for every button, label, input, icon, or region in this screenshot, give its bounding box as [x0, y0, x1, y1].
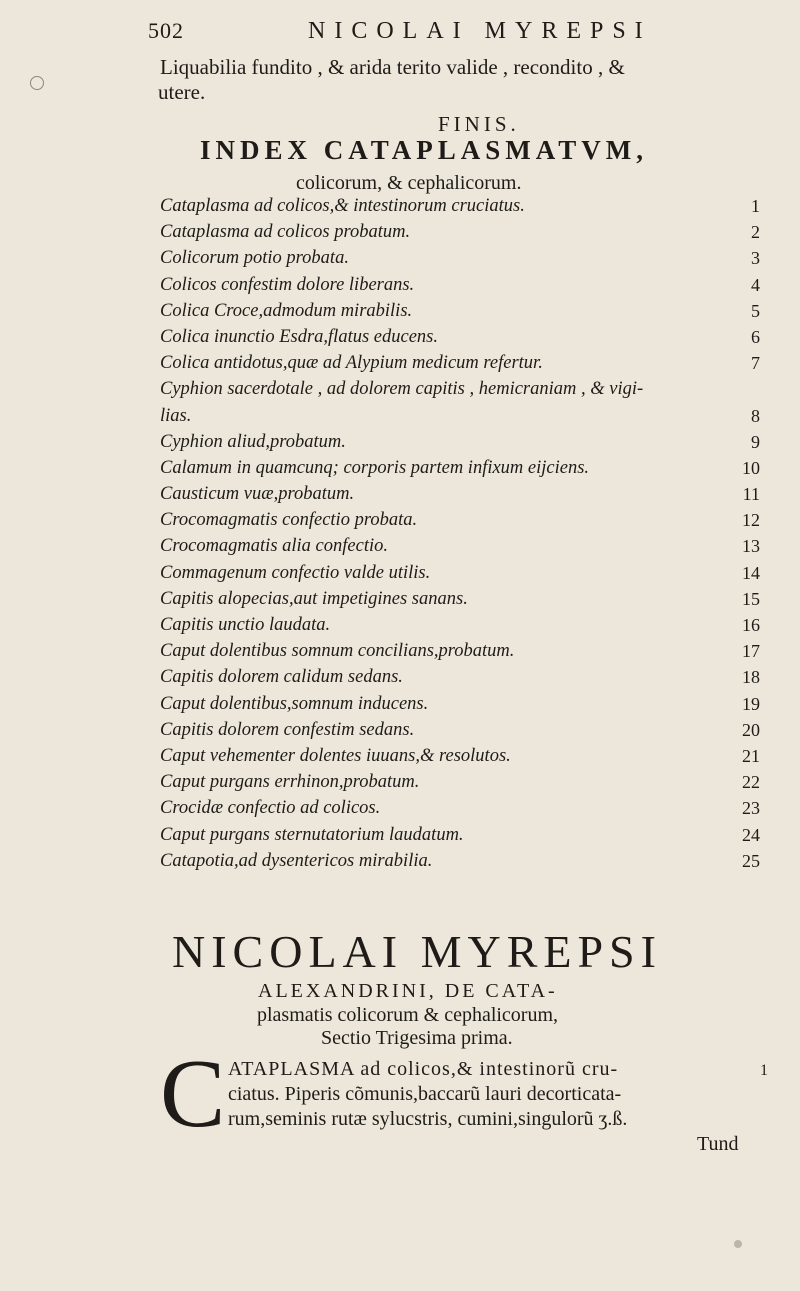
index-entry — [160, 615, 760, 641]
entry-text: Crocomagmatis alia confectio. — [160, 536, 388, 557]
index-entry — [160, 720, 760, 746]
index-entry — [160, 772, 760, 798]
entry-number: 25 — [742, 850, 760, 871]
catchword: Tund — [697, 1133, 739, 1155]
margin-ornament — [30, 76, 44, 90]
entry-text: Caput purgans errhinon,probatum. — [160, 772, 420, 793]
finis-label: FINIS. — [438, 112, 520, 136]
entry-text: lias. — [160, 405, 192, 426]
entry-text: Capitis dolorem confestim sedans. — [160, 719, 415, 740]
paragraph-line-3: rum,seminis rutæ sylucstris, cumini,singulorũ ʒ.ß. — [228, 1108, 628, 1130]
entry-text: Cataplasma ad colicos probatum. — [160, 222, 411, 243]
index-entry — [160, 327, 760, 353]
entry-text: Capitis alopecias,aut impetigines sanans. — [160, 588, 468, 609]
entry-text: Causticum vuæ,probatum. — [160, 484, 355, 505]
entry-number: 1 — [751, 196, 760, 216]
index-entry — [160, 667, 760, 693]
entry-text: Caput purgans sternutatorium laudatum. — [160, 824, 464, 845]
entry-number: 9 — [751, 431, 760, 452]
entry-number: 3 — [751, 248, 760, 269]
index-entry — [160, 589, 760, 615]
entry-number: 14 — [742, 562, 760, 583]
entry-text: Crocidæ confectio ad colicos. — [160, 798, 381, 819]
entry-text: Cyphion aliud,probatum. — [160, 431, 346, 452]
entry-text: Caput dolentibus somnum concilians,probatum. — [160, 641, 515, 662]
entry-number: 21 — [742, 745, 760, 766]
index-entry — [160, 641, 760, 667]
entry-text: Colicorum potio probata. — [160, 248, 349, 269]
index-entry — [160, 825, 760, 851]
entry-number: 12 — [742, 510, 760, 531]
drop-cap: C — [160, 1040, 226, 1148]
entry-text: Colicos confestim dolore liberans. — [160, 274, 415, 295]
paragraph-line-2: ciatus. Piperis cõmunis,baccarũ lauri decorticata- — [228, 1083, 622, 1105]
entry-number: 18 — [742, 667, 760, 688]
entry-text: Calamum in quamcunq; corporis partem infixum eijciens. — [160, 457, 590, 478]
section-number: Sectio Trigesima prima. — [321, 1027, 513, 1049]
index-entry — [160, 484, 760, 510]
entry-text: Caput vehementer dolentes iuuans,& resolutos. — [160, 745, 511, 766]
index-entry — [160, 458, 760, 484]
index-entries — [160, 196, 760, 877]
index-entry — [160, 536, 760, 562]
index-subtitle: colicorum, & cephalicorum. — [296, 172, 522, 194]
entry-number: 11 — [742, 484, 760, 505]
entry-number: 22 — [742, 772, 760, 793]
entry-text: Colica antidotus,quæ ad Alypium medicum refertur. — [160, 353, 543, 374]
index-entry — [160, 746, 760, 772]
section-subtitle-2: plasmatis colicorum & cephalicorum, — [257, 1004, 559, 1026]
entry-text: Cyphion sacerdotale , ad dolorem capitis , hemicraniam , & vigi- — [160, 379, 644, 400]
index-entry — [160, 301, 760, 327]
index-entry — [160, 406, 760, 432]
section-title: NICOLAI MYREPSI — [172, 926, 662, 977]
page-header — [148, 18, 708, 48]
index-entry — [160, 694, 760, 720]
entry-number: 10 — [742, 457, 760, 478]
index-entry — [160, 222, 760, 248]
entry-number: 13 — [742, 536, 760, 557]
index-title: INDEX CATAPLASMATVM, — [200, 135, 648, 165]
entry-text: Catapotia,ad dysentericos mirabilia. — [160, 850, 433, 871]
entry-number: 16 — [742, 615, 760, 635]
index-entry — [160, 432, 760, 458]
entry-number: 4 — [751, 274, 760, 295]
running-title: NICOLAI MYREPSI — [308, 18, 652, 44]
index-entry — [160, 563, 760, 589]
entry-text: Cataplasma ad colicos,& intestinorum cruciatus. — [160, 196, 525, 216]
entry-text: Colica Croce,admodum mirabilis. — [160, 300, 413, 321]
index-entry — [160, 798, 760, 824]
section-subtitle-1: ALEXANDRINI, DE CATA- — [258, 980, 558, 1002]
index-entry — [160, 353, 760, 379]
page-number: 502 — [148, 18, 184, 43]
entry-text: Capitis dolorem calidum sedans. — [160, 667, 403, 688]
entry-number: 6 — [751, 326, 760, 347]
top-text-line-2: utere. — [158, 80, 206, 104]
entry-number: 8 — [751, 405, 760, 426]
entry-number: 19 — [742, 693, 760, 714]
index-entry — [160, 196, 760, 222]
entry-text: Capitis unctio laudata. — [160, 615, 331, 635]
paragraph-line-1: ATAPLASMA ad colicos,& intestinorũ cru- — [228, 1058, 619, 1080]
index-entry — [160, 851, 760, 877]
index-entry — [160, 379, 760, 405]
entry-number: 15 — [742, 588, 760, 609]
top-text-line-1: Liquabilia fundito , & arida terito valide , recondito , & — [160, 55, 625, 79]
entry-number: 17 — [742, 641, 760, 662]
entry-text: Crocomagmatis confectio probata. — [160, 510, 418, 531]
index-entry — [160, 510, 760, 536]
margin-number: 1 — [760, 1062, 768, 1079]
ink-mark — [734, 1240, 742, 1248]
entry-number: 2 — [751, 222, 760, 243]
entry-text: Colica inunctio Esdra,flatus educens. — [160, 326, 438, 347]
entry-number: 24 — [742, 824, 760, 845]
entry-text: Commagenum confectio valde utilis. — [160, 562, 431, 583]
entry-number: 7 — [751, 353, 760, 374]
index-entry — [160, 248, 760, 274]
entry-number: 5 — [751, 300, 760, 321]
entry-number: 23 — [742, 798, 760, 819]
entry-number: 20 — [742, 719, 760, 740]
entry-text: Caput dolentibus,somnum inducens. — [160, 693, 429, 714]
index-entry — [160, 275, 760, 301]
